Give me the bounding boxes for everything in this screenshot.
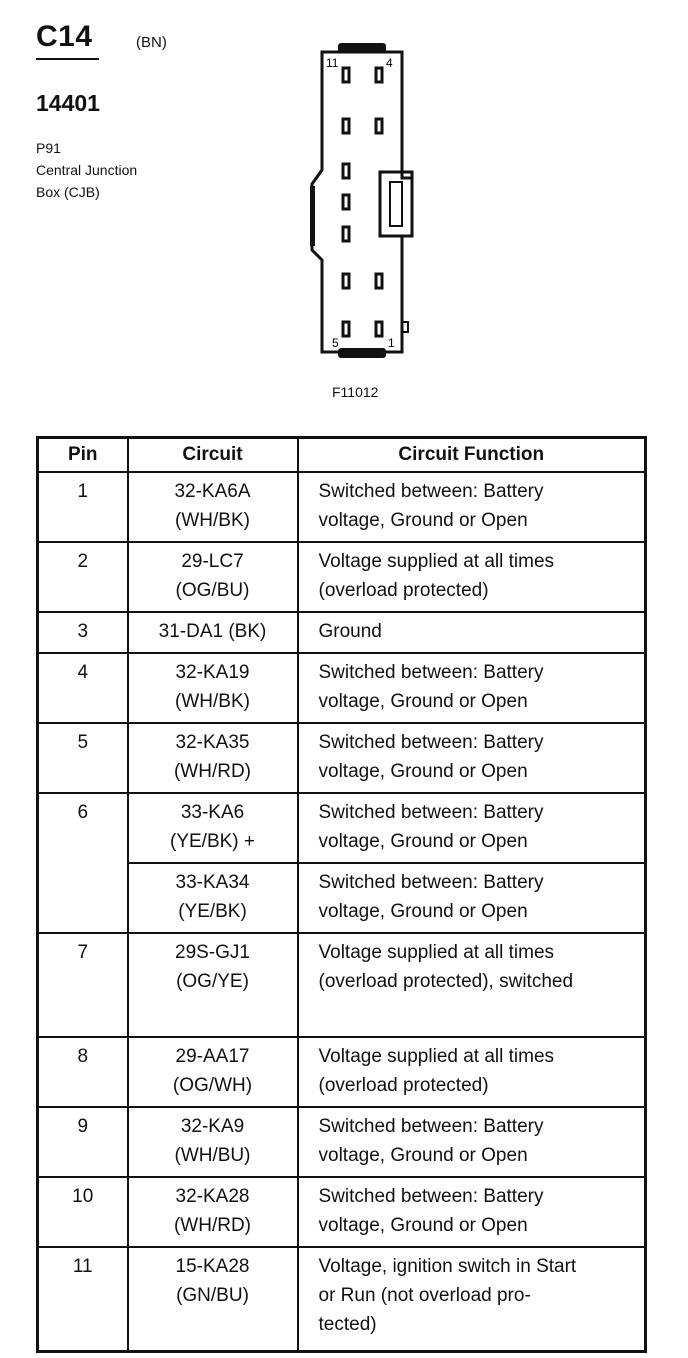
table-header-row [38, 438, 646, 473]
wire-color: (GN/BU) [176, 1285, 249, 1306]
table-row [38, 653, 646, 723]
function-line: or Run (not overload pro- [318, 1285, 531, 1306]
circuit-code: 29-AA17 [175, 1046, 250, 1067]
part-number: 14401 [36, 90, 100, 116]
column-header-function: Circuit Function [298, 438, 646, 473]
circuit-cell [128, 723, 298, 793]
circuit-code: 32-KA19 [175, 662, 250, 683]
table-row [38, 1107, 646, 1177]
circuit-cell [128, 863, 298, 933]
table-row [38, 472, 646, 542]
wire-color: (WH/RD) [173, 761, 252, 782]
function-cell [298, 542, 646, 612]
pin-cell: 10 [38, 1177, 128, 1247]
function-line: Voltage supplied at all times [318, 551, 555, 572]
circuit-code: 32-KA9 [180, 1116, 245, 1137]
location-line-2: Central Junction [36, 162, 138, 178]
function-line: voltage, Ground or Open [318, 901, 528, 922]
pin-cell: 4 [38, 653, 128, 723]
function-line: voltage, Ground or Open [318, 1215, 528, 1236]
connector-location [36, 137, 137, 203]
title-underline [36, 58, 99, 60]
pin-cell: 7 [38, 933, 128, 1037]
function-line: tected) [318, 1314, 377, 1335]
table-row [38, 933, 646, 1037]
pin-cavity [343, 195, 349, 209]
function-cell [298, 1177, 646, 1247]
circuit-code: 33-KA6 [180, 802, 245, 823]
function-line: voltage, Ground or Open [318, 691, 528, 712]
lock-tab [390, 182, 402, 226]
figure-code: F11012 [332, 384, 379, 400]
function-line: (overload protected) [318, 580, 489, 601]
pin-cell: 5 [38, 723, 128, 793]
function-line: Voltage supplied at all times [318, 1046, 555, 1067]
pin-table [36, 436, 647, 1353]
wire-color: (WH/RD) [173, 1215, 252, 1236]
circuit-code: 29-LC7 [181, 551, 244, 572]
connector-face-diagram [300, 38, 440, 368]
function-line: Switched between: Battery [318, 1186, 544, 1207]
location-line-1: P91 [36, 140, 61, 156]
pin-cavity [343, 322, 349, 336]
column-header-circuit: Circuit [128, 438, 298, 473]
wire-color: (OG/WH) [172, 1075, 253, 1096]
circuit-code: 15-KA28 [175, 1256, 250, 1277]
wire-color: (WH/BK) [175, 510, 250, 531]
function-line: Ground [318, 621, 382, 642]
pin-cavity [376, 322, 382, 336]
side-nub [402, 322, 408, 332]
pin-cell: 8 [38, 1037, 128, 1107]
pin-cell [38, 863, 128, 933]
wire-color: (WH/BK) [175, 691, 250, 712]
table-row [38, 1177, 646, 1247]
column-header-pin: Pin [38, 438, 128, 473]
pin-cell: 9 [38, 1107, 128, 1177]
circuit-code: 32-KA28 [175, 1186, 250, 1207]
function-line: Switched between: Battery [318, 481, 544, 502]
pin-cell: 1 [38, 472, 128, 542]
pin-label-5: 5 [332, 336, 339, 350]
connector-color: (BN) [136, 34, 167, 51]
circuit-cell [128, 542, 298, 612]
wire-color: (WH/BU) [174, 1145, 251, 1166]
table-row [38, 793, 646, 863]
function-cell [298, 653, 646, 723]
circuit-cell [128, 1177, 298, 1247]
pin-label-4: 4 [386, 56, 393, 70]
wire-color: (OG/BU) [175, 580, 250, 601]
pin-cavity [376, 274, 382, 288]
function-line: Voltage, ignition switch in Start [318, 1256, 577, 1277]
pin-cavity [343, 227, 349, 241]
circuit-code: 32-KA35 [175, 732, 250, 753]
circuit-cell [128, 793, 298, 863]
function-line: Switched between: Battery [318, 1116, 544, 1137]
pin-label-1: 1 [388, 336, 395, 350]
function-cell [298, 472, 646, 542]
function-cell [298, 723, 646, 793]
function-line: (overload protected) [318, 1075, 489, 1096]
pin-cavity [376, 119, 382, 133]
circuit-cell [128, 1037, 298, 1107]
table-row [38, 542, 646, 612]
pin-cell: 6 [38, 793, 128, 863]
wire-color: (YE/BK) + [170, 831, 255, 852]
circuit-code: 33-KA34 [175, 872, 250, 893]
function-cell [298, 1037, 646, 1107]
function-cell [298, 933, 646, 1037]
circuit-cell [128, 472, 298, 542]
function-line: voltage, Ground or Open [318, 510, 528, 531]
connector-id: C14 [36, 20, 93, 53]
function-cell [298, 863, 646, 933]
wire-color: (YE/BK) [178, 901, 247, 922]
circuit-code: 29S-GJ1 [175, 942, 250, 963]
location-line-3: Box (CJB) [36, 184, 100, 200]
circuit-cell [128, 612, 298, 653]
circuit-cell [128, 933, 298, 1037]
table-row [38, 1247, 646, 1351]
function-cell [298, 1107, 646, 1177]
pin-label-11: 11 [326, 56, 339, 70]
function-cell [298, 1247, 646, 1351]
circuit-code: 32-KA6A [174, 481, 251, 502]
connector-housing [312, 52, 412, 352]
function-line: Voltage supplied at all times [318, 942, 555, 963]
circuit-code: 31-DA1 (BK) [158, 621, 267, 642]
side-tab [310, 186, 315, 246]
circuit-cell [128, 1247, 298, 1351]
table-row [38, 1037, 646, 1107]
function-line: Switched between: Battery [318, 802, 544, 823]
pin-cavity [376, 68, 382, 82]
circuit-cell [128, 653, 298, 723]
function-line: (overload protected), switched [318, 971, 574, 992]
pin-cavity [343, 68, 349, 82]
table-row [38, 723, 646, 793]
function-line: Switched between: Battery [318, 872, 544, 893]
function-line: voltage, Ground or Open [318, 831, 528, 852]
function-cell [298, 612, 646, 653]
function-line: Switched between: Battery [318, 732, 544, 753]
pin-cavity [343, 164, 349, 178]
function-line: voltage, Ground or Open [318, 1145, 528, 1166]
function-line: Switched between: Battery [318, 662, 544, 683]
table-row [38, 612, 646, 653]
pin-cavity [343, 119, 349, 133]
pin-cell: 3 [38, 612, 128, 653]
pin-cavity [343, 274, 349, 288]
circuit-cell [128, 1107, 298, 1177]
pin-cell: 11 [38, 1247, 128, 1351]
function-line: voltage, Ground or Open [318, 761, 528, 782]
wire-color: (OG/YE) [176, 971, 249, 992]
pin-cell: 2 [38, 542, 128, 612]
table-row [38, 863, 646, 933]
function-cell [298, 793, 646, 863]
